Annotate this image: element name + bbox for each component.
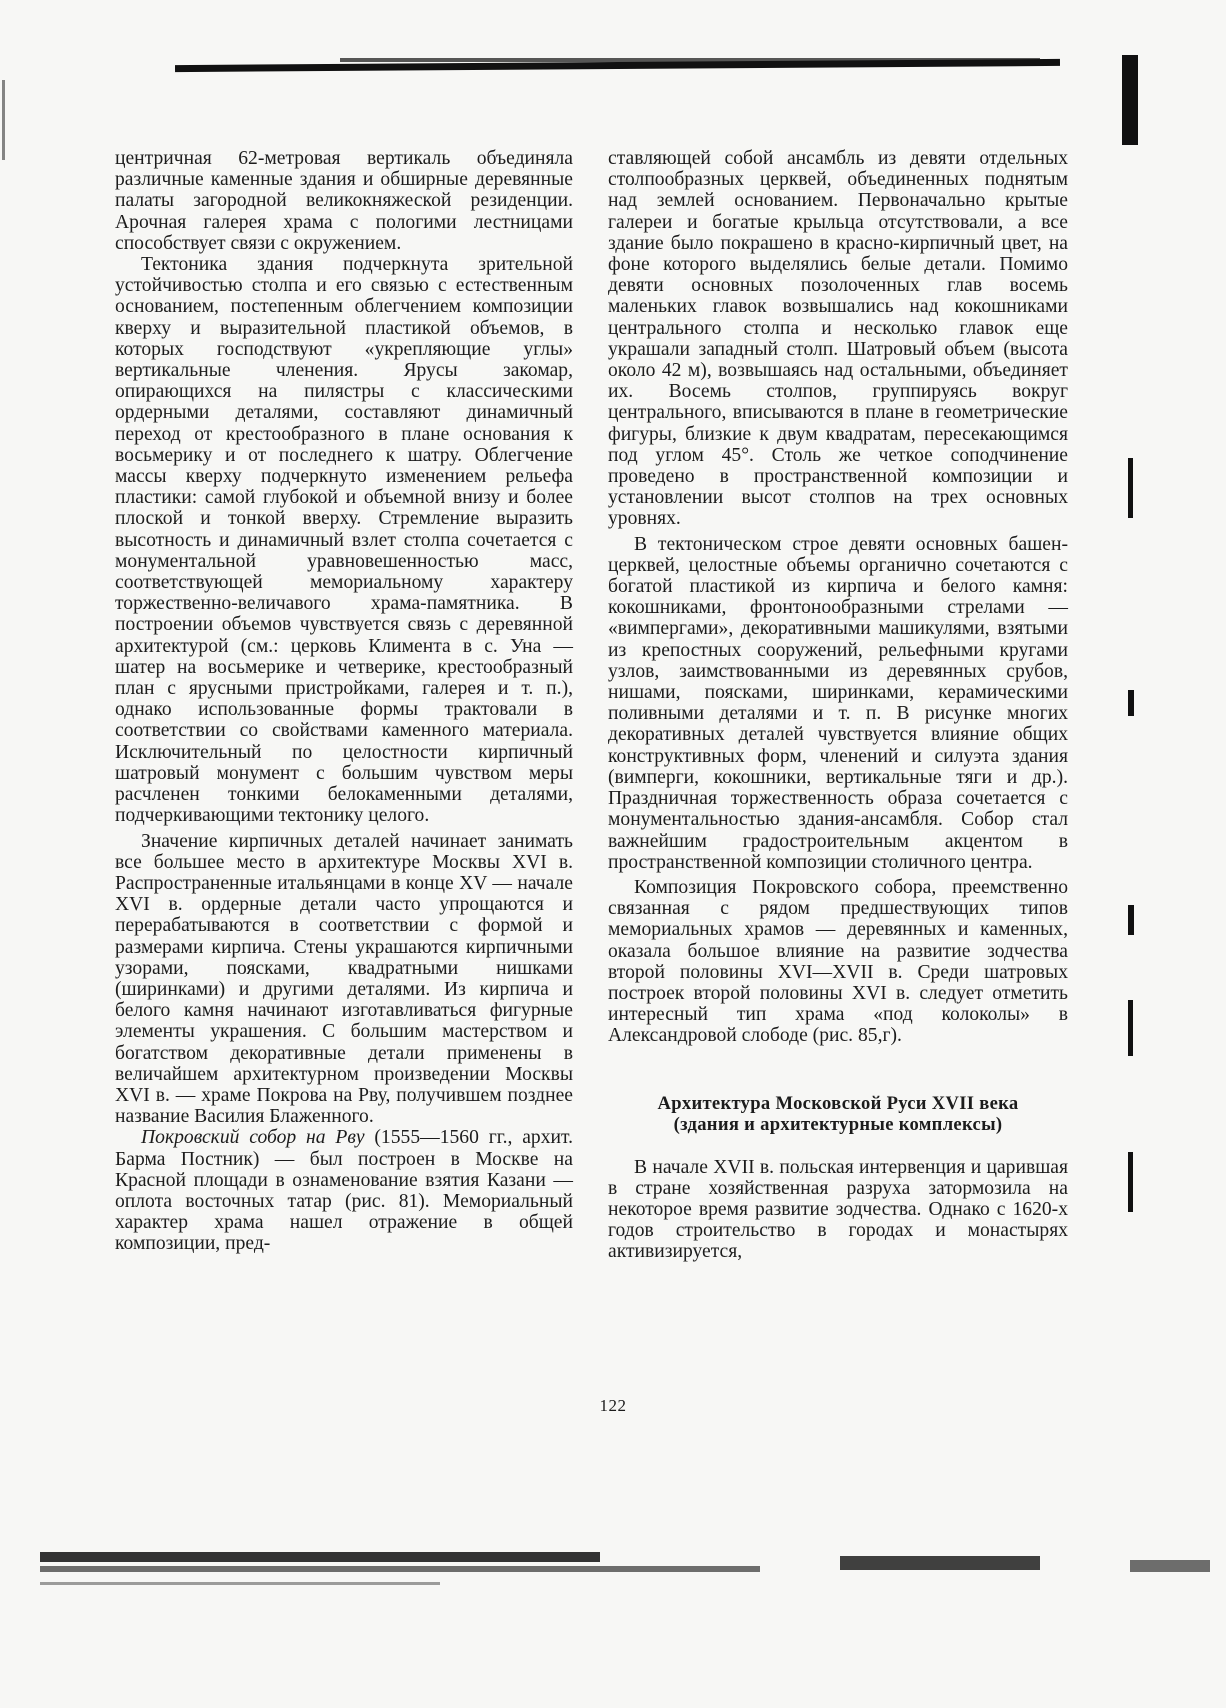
scan-artifact-bottom-bar — [40, 1552, 600, 1562]
paragraph: В тектоническом строе девяти основных башен-церквей, целостные объемы органично сочетаются с богатой пластикой из кирпича и белого камня: кокошниками, фронтонообразными стрелами — «вимпергами», декоративными машикулями, взятыми из крепостных сооружений, рельефными кругами узлов, заимствованными из деревянных срубов, нишами, поясками, ширинками, керамическими поливными деталями и т. п. В рисунке многих декоративных деталей чувствуется влияние общих конструктивных форм, членений и силуэта здания (вимперги, кокошники, вертикальные тяги и др.). Праздничная торжественность образа сочетается с монументальностью здания-ансамбля. Собор стал важнейшим градостроительным акцентом в пространственной композиции столичного центра. — [608, 533, 1068, 873]
scan-artifact-right-mark — [1128, 905, 1134, 935]
paragraph: Тектоника здания подчеркнута зрительной устойчивостью столпа и его связью с естественным основанием, постепенным облегчением композиции кверху и выразительной пластикой объемов, в которых господствуют «укрепляющие углы» вертикальные членения. Ярусы закомар, опирающихся на пилястры с классическими ордерными деталями, составляют динамичный переход от крестообразного в плане основания к восьмерику и от последнего к шатру. Облегчение массы кверху подчеркнуто изменением рельефа пластики: самой глубокой и объемной внизу и более плоской и тонкой вверху. Стремление выразить высотность и динамичный взлет столпа сочетается с монументальной уравновешенностью масс, соответствующей мемориальному характеру торжественно-величавого храма-памятника. В построении объемов чувствуется связь с деревянной архитектурой (см.: церковь Климента в с. Уна — шатер на восьмерике и четверике, крестообразный план с ярусными пристройками, галерея и т. п.), однако использованные формы трактовали в соответствии со свойствами каменного материала. Исключительный по целостности кирпичный шатровый монумент с большим чувством меры расчленен тонкими белокаменными деталями, подчеркивающими тектонику целого. — [115, 254, 573, 827]
paragraph: центричная 62-метровая вертикаль объединяла различные каменные здания и обширные деревянные палаты загородной великокняжеской резиденции. Арочная галерея храма с пологими лестницами способствует связи с окружением. — [115, 148, 573, 254]
scan-artifact-right-mark — [1128, 458, 1133, 518]
paragraph — [115, 1127, 573, 1254]
section-heading — [608, 1093, 1068, 1135]
scan-artifact-bottom-bar — [840, 1556, 1040, 1570]
church-name-italic: Покровский собор на Рву — [141, 1127, 365, 1149]
paragraph-text: (1555—1560 гг., архит. Барма Постник) — был построен в Москве на Красной площади в ознаменование взятия Казани — оплота восточных татар (рис. 81). Мемориальный характер храма нашел отражение в общей композиции, пред- — [115, 1127, 573, 1255]
scan-artifact-top-bar — [340, 58, 1040, 62]
scan-artifact-bottom-bar — [40, 1582, 440, 1585]
scan-artifact-right-mark — [1128, 690, 1134, 716]
paragraph: В начале XVII в. польская интервенция и царившая в стране хозяйственная разруха затормозила на некоторое время развитие зодчества. Однако с 1620-х годов строительство в городах и монастырях активизируется, — [608, 1156, 1068, 1263]
scan-artifact-right-mark — [1128, 1000, 1133, 1056]
scan-artifact-top-right-mark — [1122, 55, 1138, 145]
section-heading-line: (здания и архитектурные комплексы) — [673, 1113, 1003, 1135]
paragraph: Композиция Покровского собора, преемственно связанная с рядом предшествующих типов мемориальных храмов — деревянных и каменных, оказала большое влияние на развитие зодчества второй половины XVI—XVII в. Среди шатровых построек второй половины XVI в. следует отметить интересный тип храма «под колоколы» в Александровой слободе (рис. 85,г). — [608, 876, 1068, 1047]
paragraph: Значение кирпичных деталей начинает занимать все большее место в архитектуре Москвы XVI в. Распространенные итальянцами в конце XV — начале XVI в. ордерные детали часто упрощаются и перерабатываются в соответствии с формой и размерами кирпича. Стены украшаются кирпичными узорами, поясками, квадратными нишками (ширинками) и другими деталями. Из кирпича и белого камня начинают изготавливаться фигурные элементы украшения. С большим мастерством и богатством декоративные детали применены в величайшем архитектурном произведении Москвы XVI в. — храме Покрова на Рву, получившем позднее название Василия Блаженного. — [115, 830, 573, 1128]
scan-artifact-bottom-bar — [1130, 1560, 1210, 1572]
scan-artifact-bottom-bar — [40, 1566, 760, 1572]
section-heading-line: Архитектура Московской Руси XVII века — [657, 1092, 1019, 1114]
left-column — [115, 148, 573, 1255]
scan-artifact-right-mark — [1128, 1152, 1133, 1212]
scan-artifact-left-edge — [2, 80, 5, 160]
paragraph: ставляющей собой ансамбль из девяти отдельных столпообразных церквей, объединенных поднятым над землей основанием. Первоначально крытые галереи и богатые крыльца отсутствовали, а все здание было покрашено в красно-кирпичный цвет, на фоне которого выделялись белые детали. Помимо девяти основных позолоченных глав восемь маленьких главок возвышались над кокошниками центрального столпа и несколько главок еще украшали западный столп. Шатровый объем (высота около 42 м), возвышаясь над остальными, объединяет их. Восемь столпов, группируясь вокруг центрального, вписываются в плане в геометрические фигуры, близкие к двум квадратам, пересекающимся под углом 45°. Столь же четкое соподчинение проведено в пространственной композиции и установлении высот столпов на трех основных уровнях. — [608, 148, 1068, 530]
right-column — [608, 148, 1068, 1263]
page-number: 122 — [599, 1396, 627, 1415]
